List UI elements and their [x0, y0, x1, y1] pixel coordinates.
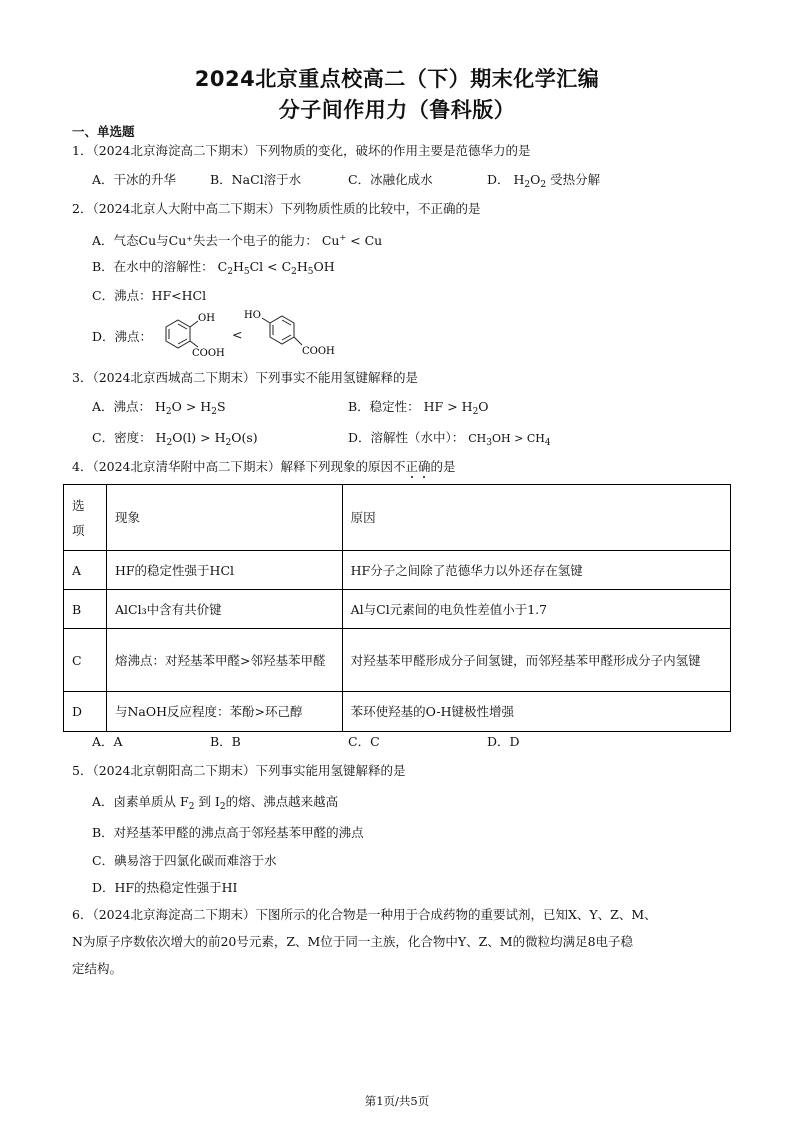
table-cell: 对羟基苯甲醛形成分子间氢键，而邻羟基苯甲醛形成分子内氢键 — [342, 629, 730, 692]
table-cell: B — [64, 590, 107, 629]
table-row — [64, 590, 731, 629]
q2-option-c: C．沸点：HF<HCl — [92, 288, 207, 303]
doc-title-line2: 分子间作用力（鲁科版） — [278, 98, 516, 122]
q3-option-d-text: D．溶解性（水中）： — [348, 430, 465, 445]
q4-option-a: A．A — [92, 734, 123, 749]
q5-stem: 5．（2024北京朝阳高二下期末）下列事实能用氢键解释的是 — [72, 763, 406, 778]
para-cooh-label: COOH — [302, 346, 335, 357]
q3-option-c: C．密度： $H_2O(l) > H_2O(s)$ — [92, 430, 258, 448]
table-row — [64, 692, 731, 732]
q4-option-d: D．D — [487, 734, 520, 749]
q1-option-b: B．NaCl溶于水 — [210, 172, 302, 187]
table-cell: Al与Cl元素间的电负性差值小于1.7 — [342, 590, 730, 629]
q4-stem-end: 的是 — [430, 459, 456, 474]
q1-option-d-text: 受热分解 — [550, 172, 601, 187]
ortho-hydroxybenzoic-acid-structure — [150, 310, 230, 358]
q5-option-a-text-3: 的熔、沸点越来越高 — [225, 794, 339, 809]
q1-option-c: C．冰融化成水 — [348, 172, 433, 187]
q4-stem-emphasis-2: 确 — [418, 459, 431, 474]
q3-option-b: B．稳定性： HF > $H_2O$ — [348, 399, 489, 417]
q3-stem: 3．（2024北京西城高二下期末）下列事实不能用氢键解释的是 — [72, 370, 419, 385]
q5-option-a-text-1: A．卤素单质从 — [92, 794, 177, 809]
q2-d-less-than: < — [232, 327, 243, 342]
q2-option-b-text: B．在水中的溶解性： — [92, 259, 214, 274]
q6-stem-line1: 6．（2024北京海淀高二下期末）下图所示的化合物是一种用于合成药物的重要试剂，已知X、Y、Z、M、 — [72, 907, 657, 922]
table-cell: 苯环使羟基的O-H键极性增强 — [342, 692, 730, 732]
q1-option-d: D． $H_2O_2$ 受热分解 — [487, 172, 601, 190]
q3-option-c-text: C．密度： — [92, 430, 152, 445]
q2-option-a: A．气态Cu与Cu⁺失去一个电子的能力： Cu+ < Cu — [92, 233, 383, 248]
table-cell: AlCl₃中含有共价键 — [106, 590, 342, 629]
q4-stem-start: 4．（2024北京清华附中高二下期末）解释下列现象的原因不 — [72, 459, 406, 474]
table-cell: A — [64, 551, 107, 590]
q4-table — [63, 484, 731, 732]
table-cell: HF的稳定性强于HCl — [106, 551, 342, 590]
table-cell: 与NaOH反应程度：苯酚>环己醇 — [106, 692, 342, 732]
ortho-cooh-label: COOH — [192, 348, 225, 358]
table-header-reason: 原因 — [342, 485, 730, 551]
section-heading: 一、单选题 — [72, 124, 135, 139]
q3-option-a: A．沸点： $H_2O > H_2S$ — [92, 399, 226, 417]
q6-stem-line3: 定结构。 — [72, 961, 123, 976]
table-header-phenomenon: 现象 — [106, 485, 342, 551]
q5-option-b: B．对羟基苯甲醛的沸点高于邻羟基苯甲醛的沸点 — [92, 825, 364, 840]
q1-stem: 1．（2024北京海淀高二下期末）下列物质的变化，破坏的作用主要是范德华力的是 — [72, 143, 531, 158]
table-row — [64, 551, 731, 590]
q3-option-b-text: B．稳定性： — [348, 399, 420, 414]
table-cell: D — [64, 692, 107, 732]
q5-option-d: D．HF的热稳定性强于HI — [92, 880, 238, 895]
table-cell: C — [64, 629, 107, 692]
table-row — [64, 629, 731, 692]
para-hydroxybenzoic-acid-structure — [244, 308, 344, 360]
q2-stem: 2．（2024北京人大附中高二下期末）下列物质性质的比较中，不正确的是 — [72, 201, 481, 216]
q5-option-a-text-2: 到 — [198, 794, 211, 809]
q4-option-b: B．B — [210, 734, 241, 749]
q1-option-d-label: D． — [487, 172, 510, 187]
table-cell: 熔沸点：对羟基苯甲醛>邻羟基苯甲醛 — [106, 629, 342, 692]
q4-stem — [72, 458, 456, 476]
q1-option-a: A．干冰的升华 — [92, 172, 177, 187]
q5-option-c: C．碘易溶于四氯化碳而难溶于水 — [92, 853, 277, 868]
q2-option-a-text: A．气态Cu与Cu⁺失去一个电子的能力： — [92, 233, 318, 248]
q3-option-d: D．溶解性（水中）： $CH_3OH > CH_4$ — [348, 430, 551, 448]
doc-title-line1: 2024北京重点校高二（下）期末化学汇编 — [194, 67, 600, 91]
table-header-option: 选项 — [64, 485, 107, 551]
q4-option-c: C．C — [348, 734, 380, 749]
para-ho-label: HO — [244, 310, 261, 321]
q4-stem-emphasis-1: 正 — [405, 459, 419, 474]
q2-option-d: D．沸点： — [92, 329, 153, 344]
q3-option-a-text: A．沸点： — [92, 399, 152, 414]
ortho-oh-label: OH — [198, 313, 215, 324]
page-footer: 第1页/共5页 — [364, 1094, 430, 1108]
table-cell: HF分子之间除了范德华力以外还存在氢键 — [342, 551, 730, 590]
q2-option-b: B．在水中的溶解性： $C_2H_5Cl < C_2H_5OH$ — [92, 259, 335, 277]
table-header-row — [64, 485, 731, 551]
q6-stem-line2: N为原子序数依次增大的前20号元素，Z、M位于同一主族，化合物中Y、Z、M的微粒均满足8电子稳 — [72, 934, 634, 949]
q5-option-a: A．卤素单质从 $F_2$ 到 $I_2$的熔、沸点越来越高 — [92, 794, 339, 812]
